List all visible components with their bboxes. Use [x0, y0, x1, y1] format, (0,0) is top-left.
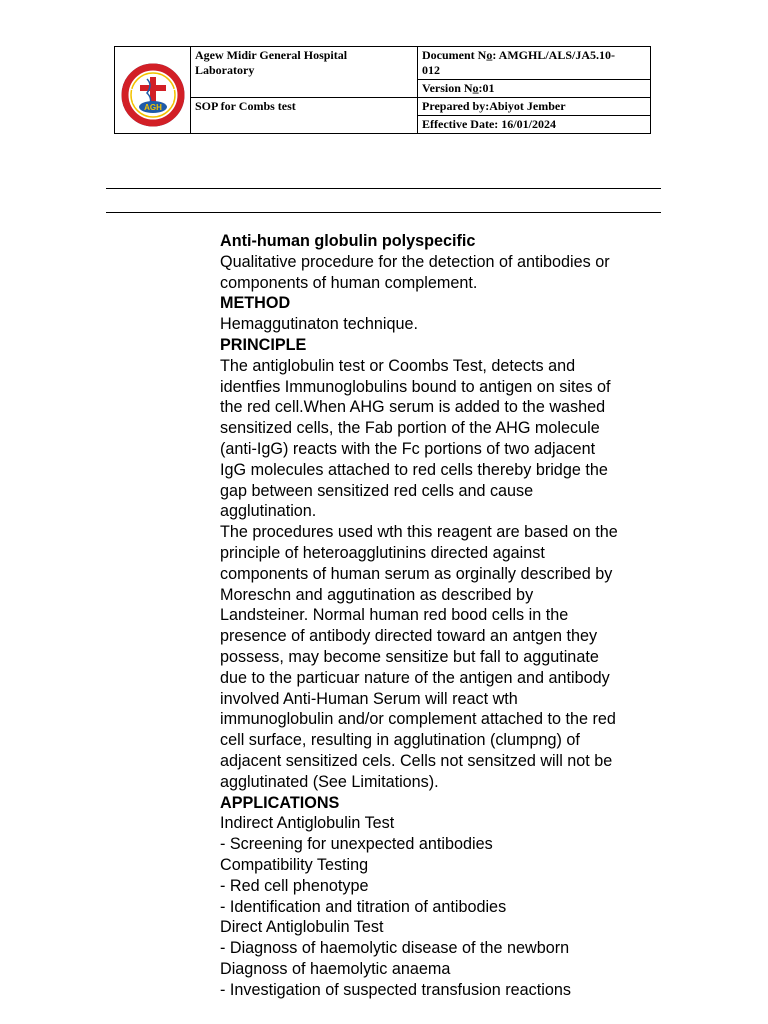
body-text-line: (anti-IgG) reacts with the Fc portions of two adjacent — [220, 439, 596, 458]
hospital-logo-icon — [121, 63, 185, 127]
body-text-line: Direct Antiglobulin Test — [220, 918, 384, 937]
body-text-line: presence of antibody directed toward an antgen they — [220, 627, 598, 646]
horizontal-rule-bottom — [106, 212, 661, 213]
body-text-line: adjacent sensitized cels. Cells not sensitzed will not be — [220, 751, 613, 770]
body-text-line: Compatibility Testing — [220, 855, 369, 874]
body-text-line: Landsteiner. Normal human red bood cells in the — [220, 606, 569, 625]
body-text-line: components of human complement. — [220, 273, 478, 292]
logo-text: AGH — [144, 103, 162, 112]
hospital-name-line-1: Agew Midir General Hospital — [195, 48, 348, 62]
logo-cell — [115, 47, 191, 134]
body-text-line: - Red cell phenotype — [220, 876, 369, 895]
body-text-line: - Investigation of suspected transfusion reactions — [220, 980, 571, 999]
body-text-line: possess, may become sensitize but fall to aggutinate — [220, 647, 599, 666]
hospital-name-cell — [191, 47, 418, 98]
header-corner-mark — [114, 126, 115, 131]
sop-title-cell: SOP for Combs test — [191, 98, 418, 134]
body-text-line: Diagnoss of haemolytic anaema — [220, 959, 451, 978]
version-cell: Version No̲:01 — [418, 80, 651, 98]
body-text-line: due to the particuar nature of the antigen and antibody — [220, 668, 610, 687]
body-text-line: identfies Immunoglobulins bound to antigen on sites of — [220, 377, 611, 396]
body-text-line: components of human serum as orginally described by — [220, 564, 613, 583]
effective-date-cell: Effective Date: 16/01/2024 — [418, 116, 651, 134]
body-text-line: agglutination. — [220, 502, 317, 521]
body-text-line: The procedures used wth this reagent are based on the — [220, 523, 618, 542]
body-text-line: cell surface, resulting in agglutination (clumpng) of — [220, 731, 580, 750]
body-text-line: gap between sensitized red cells and cause — [220, 481, 534, 500]
body-text-line: - Diagnoss of haemolytic disease of the newborn — [220, 939, 570, 958]
body-text-line: Hemaggutinaton technique. — [220, 315, 418, 334]
body-text-line: principle of heteroagglutinins directed against — [220, 543, 545, 562]
section-heading: APPLICATIONS — [220, 793, 340, 812]
body-text-line: IgG molecules attached to red cells thereby bridge the — [220, 460, 608, 479]
document-number-line-1: Document No̲: AMGHL/ALS/JA5.10- — [422, 48, 615, 62]
body-text-line: - Identification and titration of antibodies — [220, 897, 507, 916]
horizontal-rule-top — [106, 188, 661, 189]
body-text-line: The antiglobulin test or Coombs Test, detects and — [220, 356, 576, 375]
section-heading: Anti-human globulin polyspecific — [220, 232, 476, 250]
body-text-line: the red cell.When AHG serum is added to the washed — [220, 398, 606, 417]
body-text-line: Moreschn and aggutination as described by — [220, 585, 534, 604]
body-text-line: agglutinated (See Limitations). — [220, 772, 439, 791]
section-heading: METHOD — [220, 294, 291, 313]
body-text-line: Qualitative procedure for the detection of antibodies or — [220, 252, 610, 271]
document-number-line-2: 012 — [422, 63, 440, 77]
document-header-table — [114, 46, 651, 134]
hospital-name-line-2: Laboratory — [195, 63, 255, 77]
sop-body-text — [220, 231, 660, 1000]
body-text-line: Indirect Antiglobulin Test — [220, 814, 395, 833]
section-heading: PRINCIPLE — [220, 335, 307, 354]
body-text-line: involved Anti-Human Serum will react wth — [220, 689, 518, 708]
prepared-by-cell: Prepared by:Abiyot Jember — [418, 98, 651, 116]
body-text-line: sensitized cells, the Fab portion of the AHG molecule — [220, 419, 600, 438]
document-number-cell — [418, 47, 651, 80]
body-text-line: immunoglobulin and/or complement attached to the red — [220, 710, 616, 729]
body-text-line: - Screening for unexpected antibodies — [220, 835, 493, 854]
